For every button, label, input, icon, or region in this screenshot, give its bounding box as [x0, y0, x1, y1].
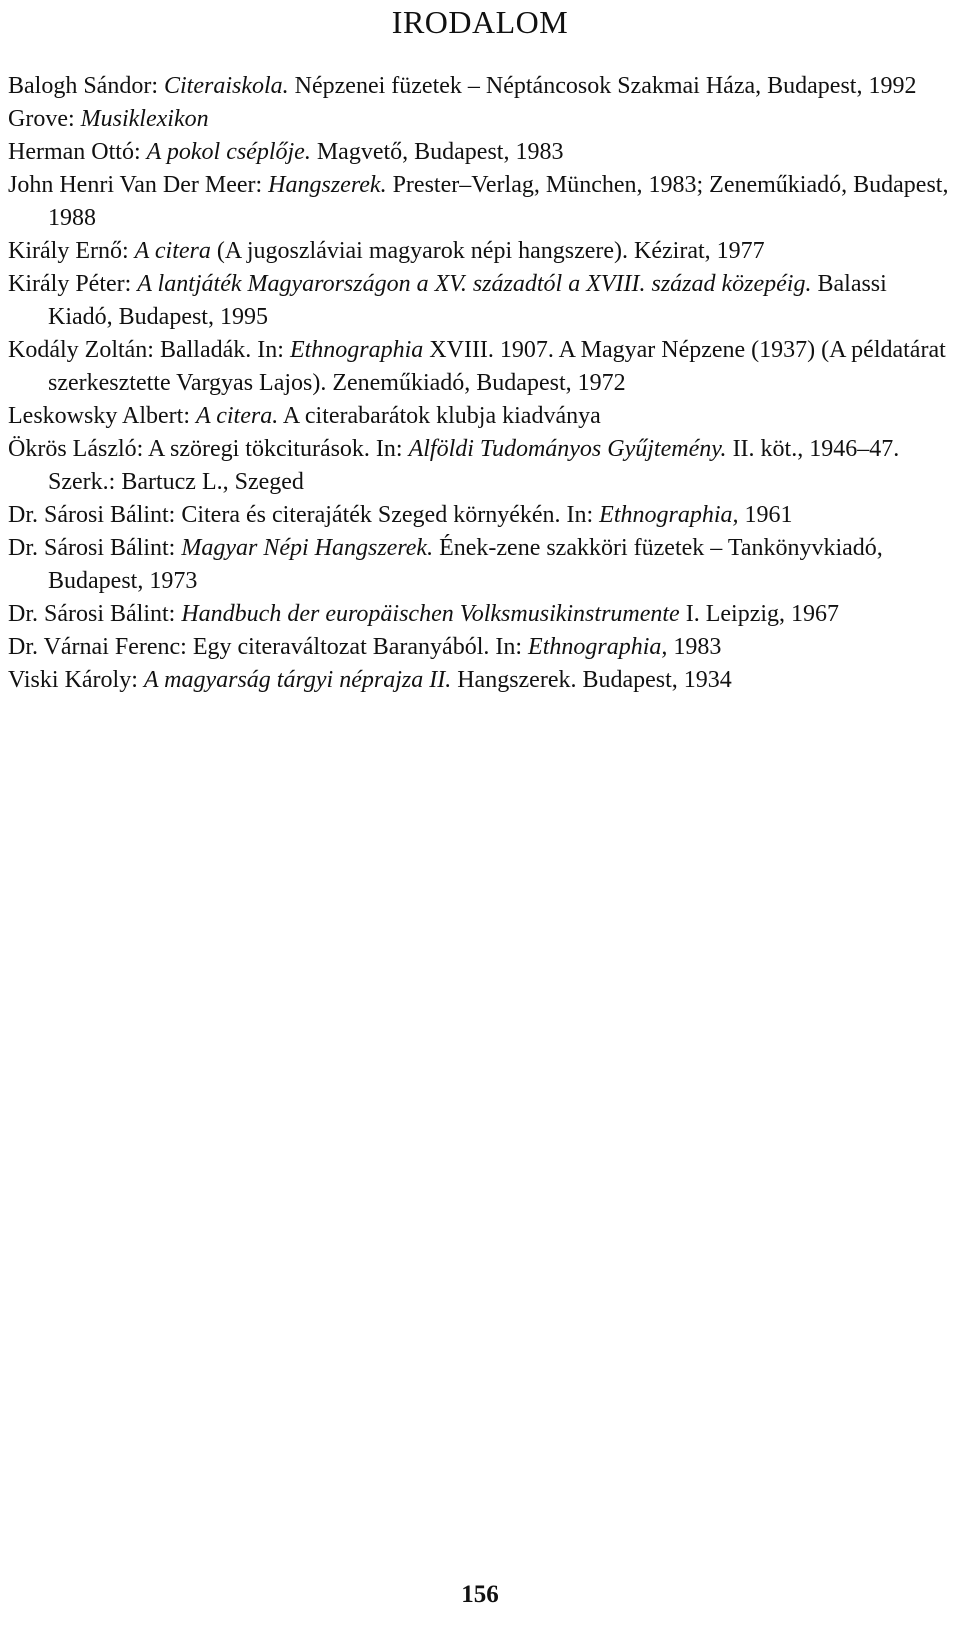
entry-details: 1983 — [667, 634, 722, 660]
entry-author: Balogh Sándor: — [8, 73, 164, 99]
entry-details: II. köt., 1946–47. Szerk.: Bartucz L., Szeged — [48, 436, 900, 495]
bibliography-entry — [8, 334, 953, 400]
entry-author: Dr. Sárosi Bálint: Citera és citerajáték Szeged környékén. In: — [8, 502, 600, 528]
bibliography-entry — [8, 532, 953, 598]
entry-title: Hangszerek. — [268, 172, 387, 198]
bibliography-entry — [8, 400, 953, 433]
bibliography-list — [8, 70, 953, 697]
entry-author: Viski Károly: — [8, 667, 144, 693]
entry-details: Prester–Verlag, München, 1983; Zeneműkiadó, Budapest, 1988 — [48, 172, 949, 231]
entry-author: Dr. Várnai Ferenc: Egy citeraváltozat Baranyából. In: — [8, 634, 529, 660]
entry-details: I. Leipzig, 1967 — [679, 601, 840, 627]
entry-title: Ethnographia, — [599, 502, 739, 528]
entry-title: A pokol cséplője. — [146, 139, 311, 165]
entry-author: Ökrös László: A szöregi tökciturások. In: — [8, 436, 409, 462]
bibliography-entry — [8, 136, 953, 169]
entry-details: A citerabarátok klubja kiadványa — [278, 403, 601, 429]
bibliography-entry — [8, 433, 953, 499]
entry-details: Hangszerek. Budapest, 1934 — [451, 667, 732, 693]
bibliography-entry — [8, 598, 953, 631]
entry-details: Ének-zene szakköri füzetek – Tankönyvkiadó, Budapest, 1973 — [48, 535, 883, 594]
page-number: 156 — [461, 1581, 499, 1608]
entry-title: Magyar Népi Hangszerek. — [181, 535, 434, 561]
entry-author: Dr. Sárosi Bálint: — [8, 535, 182, 561]
entry-title: A lantjáték Magyarországon a XV. századtól a XVIII. század közepéig. — [137, 271, 812, 297]
entry-author: Kodály Zoltán: Balladák. In: — [8, 337, 290, 363]
entry-title: A magyarság tárgyi néprajza II. — [143, 667, 452, 693]
entry-author: Grove: — [8, 106, 81, 132]
entry-details: (A jugoszláviai magyarok népi hangszere). Kézirat, 1977 — [210, 238, 765, 264]
entry-details: Népzenei füzetek – Néptáncosok Szakmai Háza, Budapest, 1992 — [288, 73, 917, 99]
entry-details: 1961 — [738, 502, 793, 528]
entry-title: Alföldi Tudományos Gyűjtemény. — [408, 436, 727, 462]
entry-title: A citera. — [195, 403, 279, 429]
bibliography-entry — [8, 664, 953, 697]
bibliography-entry — [8, 70, 953, 103]
bibliography-entry — [8, 499, 953, 532]
entry-title: Handbuch der europäischen Volksmusikinstrumente — [181, 601, 680, 627]
bibliography-entry — [8, 235, 953, 268]
entry-author: John Henri Van Der Meer: — [8, 172, 269, 198]
entry-author: Király Péter: — [8, 271, 138, 297]
entry-title: Citeraiskola. — [164, 73, 289, 99]
bibliography-entry — [8, 103, 953, 136]
entry-author: Leskowsky Albert: — [8, 403, 196, 429]
entry-title: Ethnographia, — [528, 634, 668, 660]
bibliography-entry — [8, 631, 953, 664]
entry-title: Musiklexikon — [80, 106, 209, 132]
entry-details: XVIII. 1907. A Magyar Népzene (1937) (A példatárat szerkesztette Vargyas Lajos). Zeneműkiadó, Budapest, 1972 — [48, 337, 946, 396]
bibliography-entry — [8, 268, 953, 334]
entry-details: Balassi Kiadó, Budapest, 1995 — [48, 271, 887, 330]
entry-title: Ethnographia — [289, 337, 424, 363]
entry-author: Herman Ottó: — [8, 139, 147, 165]
entry-author: Dr. Sárosi Bálint: — [8, 601, 182, 627]
page-title: IRODALOM — [391, 4, 569, 40]
entry-title: A citera — [134, 238, 211, 264]
entry-details: Magvető, Budapest, 1983 — [310, 139, 564, 165]
bibliography-entry — [8, 169, 953, 235]
entry-author: Király Ernő: — [8, 238, 135, 264]
